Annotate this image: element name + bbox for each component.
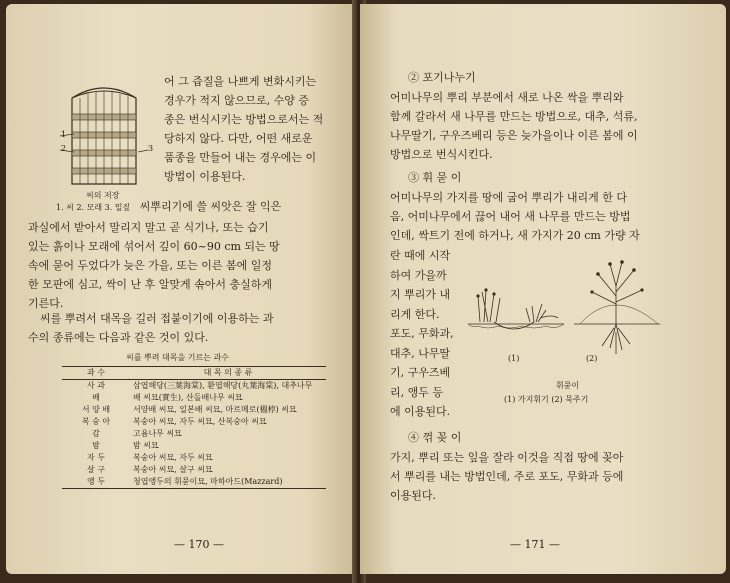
table-row [62,404,326,416]
table-header: 과 수 [62,367,130,380]
table-row [62,392,326,404]
seed-storage-figure [54,78,154,190]
paragraph-1 [164,72,323,186]
text-line: 가지, 뿌리 또는 잎을 잘라 이것을 직접 땅에 꽂아 [390,451,624,464]
paragraph-3 [28,309,274,347]
table-header-row [62,367,326,380]
figure-caption: 휘묻이 [556,381,580,390]
table-row [62,440,326,452]
text-line: 하여 가을까 [390,268,447,282]
section-3-body [390,188,640,245]
text-line: 수의 종류에는 다음과 같은 것이 있다. [28,331,209,344]
table-row [62,428,326,440]
table-title: 씨를 뿌려 대목을 기르는 과수 [126,353,229,362]
text-line: 함께 갈라서 새 나무를 만드는 방법으로, 대추, 석류, [390,110,638,123]
text-line: 음, 어미나무에서 끊어 내어 새 나무를 만드는 방법 [390,210,631,223]
text-line: 한 모판에 심고, 싹이 난 후 알맞게 솎아서 충실하게 [28,278,272,291]
section-heading: ④ 꺾 꽂 이 [408,431,462,444]
section-4-body [390,448,623,505]
table-cell: 복숭아 씨묘, 자두 씨묘, 산복숭아 씨묘 [133,417,267,426]
left-page [6,4,358,574]
table-cell: 서 양 배 [81,405,111,414]
page-number: — 171 — [510,538,560,551]
figure-label-1: 1 [61,130,67,139]
text-line: 종은 번식시키는 방법으로서는 적 [164,113,324,126]
text-line: 당하지 않다. 다만, 어떤 새로운 [164,132,313,145]
right-page [360,4,726,574]
figure-label-3: 3 [148,144,154,153]
table-header: 대 목 의 종 류 [130,367,326,380]
paragraph-2 [28,218,280,313]
table-cell: 복숭아 씨묘, 자두 씨묘 [133,453,213,462]
table-cell: 서양배 씨묘, 일본배 씨묘, 마르메로(榲桲) 씨묘 [133,405,297,414]
text-line: 방법이 이용된다. [164,170,246,183]
text-line: 품종을 만들어 내는 경우에는 이 [164,151,317,164]
table-cell: 삼엽해당(三葉海棠), 환엽해당(丸葉海棠), 대추나무 [133,381,313,390]
table-cell: 배 [92,393,100,402]
table-cell: 밤 [92,441,100,450]
section-3-wrap [390,246,454,422]
table-row [62,416,326,428]
table-cell: 밤 씨묘 [133,441,159,450]
text-line: 속에 묻어 두었다가 늦은 가을, 또는 이른 봄에 일정 [28,259,272,272]
text-line: 란 때에 시작 [390,249,451,262]
figure-legend-line [56,197,281,216]
text-line: 서 뿌리를 내는 방법인데, 주로 포도, 무화과 등에 [390,470,624,483]
text-line: 씨뿌리기에 쓸 씨앗은 잘 익은 [139,200,282,213]
table-cell: 청엽앵두의 휘묻이묘, 마하아드(Mazzard) [130,476,326,489]
layering-figure [464,256,660,366]
table-cell: 앵 두 [62,476,130,489]
text-line: 에 이용된다. [390,405,451,418]
text-line: 대추, 나무딸 [390,346,451,360]
text-line: 포도, 무화과, [390,327,454,340]
section-2-body [390,88,638,164]
table-row [62,476,326,489]
text-line: 있는 흙이나 모래에 섞어서 깊이 60~90 cm 되는 땅 [28,240,280,253]
text-line: 이용된다. [390,489,437,502]
text-line: 리게 한다. [390,307,440,321]
table-row [62,464,326,476]
page-number: — 170 — [174,538,224,551]
figure-label-2: 2 [61,144,67,153]
text-line: 기른다. [28,297,64,310]
table-cell: 자 두 [87,453,105,462]
figure-legend: 1. 씨 2. 모래 3. 밀짚 [56,203,131,212]
text-line: 어미나무의 가지를 땅에 굽어 뿌리가 내리게 한 다 [390,191,627,204]
text-line: 리, 앵두 등 [390,385,443,399]
figure-label-1: (1) [508,354,520,363]
text-line: 방법으로 번식시킨다. [390,148,493,161]
table-row [62,452,326,464]
text-line: 어미나무의 뿌리 부분에서 새로 나온 싹을 뿌리와 [390,91,624,104]
text-line: 지 뿌리가 내 [390,288,451,301]
text-line: 어 그 즙질을 나쁘게 변화시키는 [164,75,317,88]
text-line: 경우가 적지 않으므로, 수양 증 [164,94,309,107]
text-line: 기, 구우즈베 [390,366,451,379]
text-line: 인데, 싹트기 전에 하거나, 새 가지가 20 cm 가량 자 [390,229,640,242]
figure-legend: (1) 가지휘기 (2) 묵주기 [504,395,589,404]
figure-caption: 씨의 저장 [86,191,120,200]
table-cell: 복 숭 아 [81,417,111,426]
text-line: 과실에서 받아서 말리지 말고 곧 식기나, 또는 습기 [28,221,269,234]
figure-label-2: (2) [586,354,598,363]
table-cell: 복숭아 씨묘, 살구 씨묘 [133,465,213,474]
text-line: 씨를 뿌려서 대목을 길러 접붙이기에 이용하는 과 [40,312,274,325]
table-cell: 배 씨묘(實生), 산돌배나무 씨묘 [133,393,243,402]
section-heading: ② 포기나누기 [408,71,476,84]
table-cell: 감 [92,429,100,438]
table-row [62,380,326,393]
table-cell: 사 과 [87,381,105,390]
text-line: 나무딸기, 구우즈베리 등은 늦가을이나 이른 봄에 이 [390,129,638,142]
table-cell: 살 구 [87,465,105,474]
section-heading: ③ 휘 묻 이 [408,171,462,184]
table-cell: 고욤나무 씨묘 [133,429,182,438]
rootstock-table [62,366,326,489]
